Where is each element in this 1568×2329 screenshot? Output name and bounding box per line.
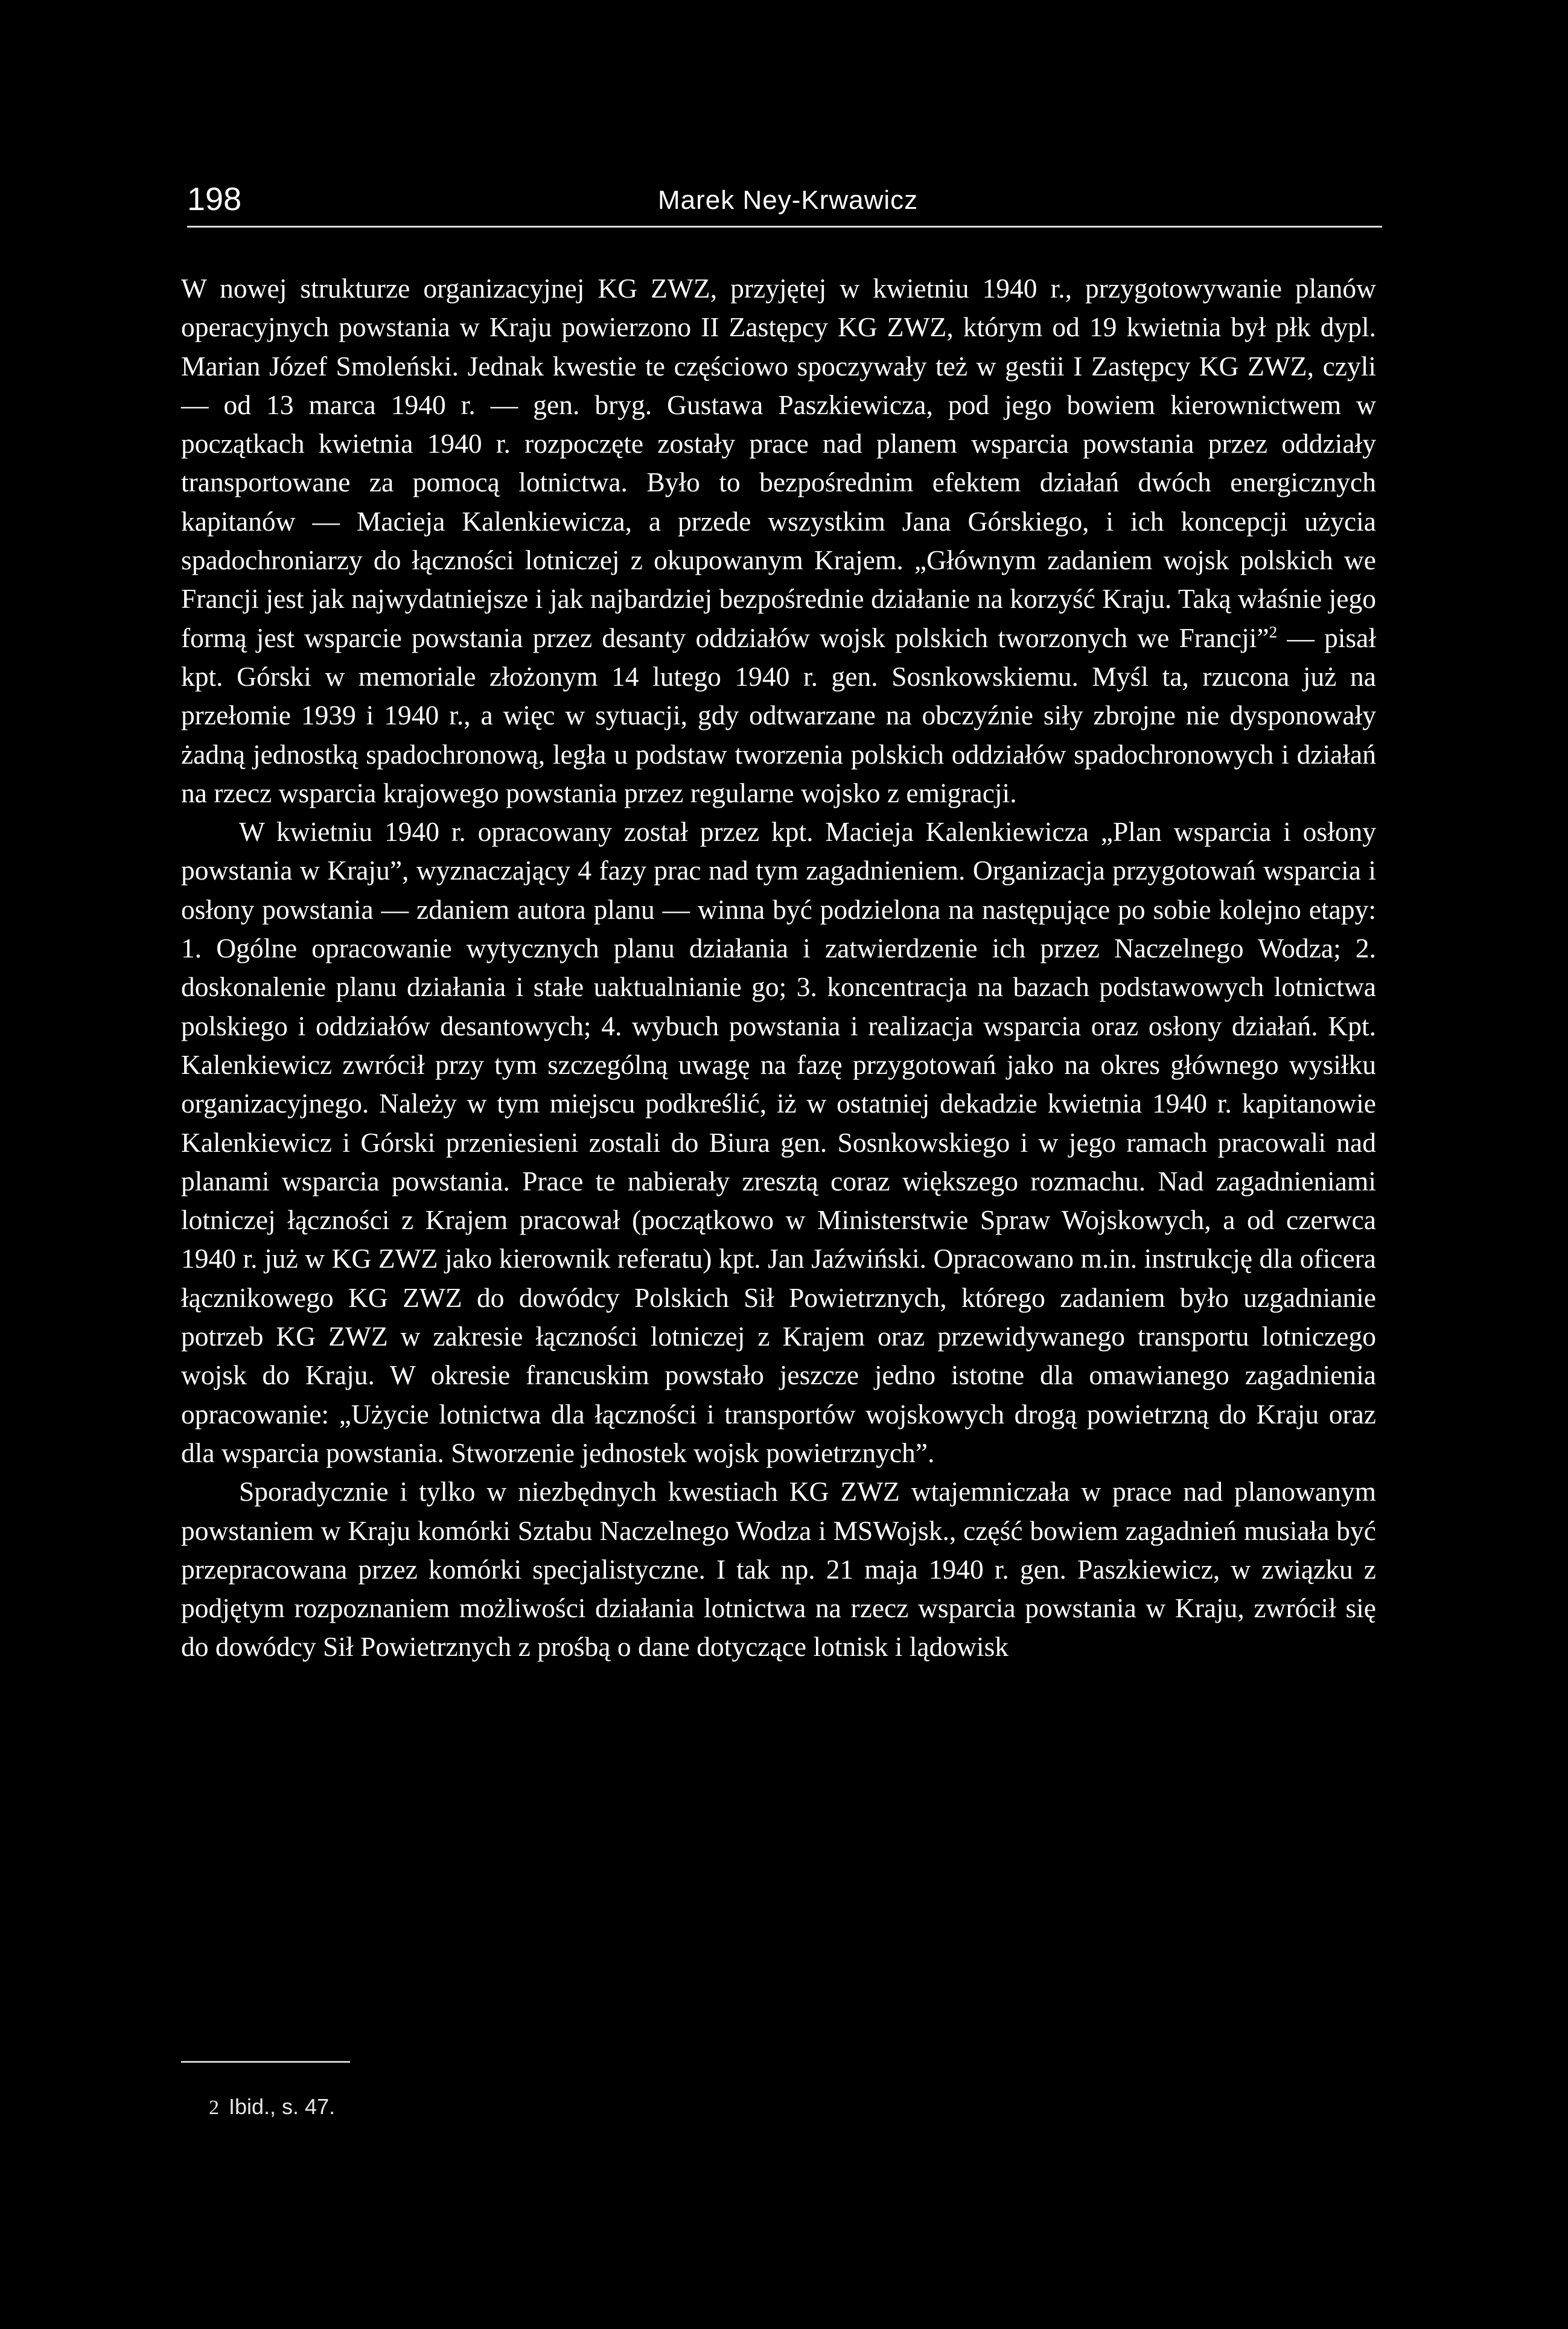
page-header [187, 179, 1382, 228]
footnote-reference: 2 [1269, 622, 1278, 641]
footnote-text: Ibid., s. 47. [229, 2094, 336, 2119]
paragraph-1-text-a: W nowej strukturze organizacyjnej KG ZWZ, przyjętej w kwietniu 1940 r., przygotowywanie planów operacyjnych powstania w Kraju powierzono II Zastępcy KG ZWZ, którym od 19 kwietnia był płk dypl. Marian Józef Smoleński. Jednak kwestie te częściowo spoczywały też w gestii I Zastępcy KG ZWZ, czyli — od 13 marca 1940 r. — gen. bryg. Gustawa Paszkiewicza, pod jego bowiem kierownictwem w początkach kwietnia 1940 r. rozpoczęte zostały prace nad planem wsparcia powstania przez oddziały transportowane za pomocą lotnictwa. Było to bezpośrednim efektem działań dwóch energicznych kapitanów — Macieja Kalenkiewicza, a przede wszystkim Jana Górskiego, i ich koncepcji użycia spadochroniarzy do łączności lotniczej z okupowanym Krajem. „Głównym zadaniem wojsk polskich we Francji jest jak najwydatniejsze i jak najbardziej bezpośrednie działanie na korzyść Kraju. Taką właśnie jego formą jest wsparcie powstania przez desanty oddziałów wojsk polskich tworzonych we Francji” [181, 273, 1376, 653]
running-head: Marek Ney-Krwawicz [658, 185, 919, 215]
body-text [181, 269, 1376, 1667]
page-number: 198 [187, 181, 242, 217]
footnote [209, 2092, 335, 2123]
paragraph-1-text-b: — pisał kpt. Górski w memoriale złożonym 14 lutego 1940 r. gen. Sosnkowskiemu. Myśl ta, rzucona już na przełomie 1939 i 1940 r., a więc w sytuacji, gdy odtwarzane na obczyźnie siły zbrojne nie dysponowały żadną jednostką spadochronową, legła u podstaw tworzenia polskich oddziałów spadochronowych i działań na rzecz wsparcia krajowego powstania przez regularne wojsko z emigracji. [181, 622, 1377, 808]
footnote-divider [181, 2061, 350, 2063]
paragraph-1 [181, 269, 1376, 813]
footnote-mark: 2 [209, 2097, 219, 2119]
paragraph-2: W kwietniu 1940 r. opracowany został przez kpt. Macieja Kalenkiewicza „Plan wsparcia i osłony powstania w Kraju”, wyznaczający 4 fazy prac nad tym zagadnieniem. Organizacja przygotowań wsparcia i osłony powstania — zdaniem autora planu — winna być podzielona na następujące po sobie kolejno etapy: 1. Ogólne opracowanie wytycznych planu działania i zatwierdzenie ich przez Naczelnego Wodza; 2. doskonalenie planu działania i stałe uaktualnianie go; 3. koncentracja na bazach podstawowych lotnictwa polskiego i oddziałów desantowych; 4. wybuch powstania i realizacja wsparcia oraz osłony działań. Kpt. Kalenkiewicz zwrócił przy tym szczególną uwagę na fazę przygotowań jako na okres głównego wysiłku organizacyjnego. Należy w tym miejscu podkreślić, iż w ostatniej dekadzie kwietnia 1940 r. kapitanowie Kalenkiewicz i Górski przeniesieni zostali do Biura gen. Sosnkowskiego i w jego ramach pracowali nad planami wsparcia powstania. Prace te nabierały zresztą coraz większego rozmachu. Nad zagadnieniami lotniczej łączności z Krajem pracował (początkowo w Ministerstwie Spraw Wojskowych, a od czerwca 1940 r. już w KG ZWZ jako kierownik referatu) kpt. Jan Jaźwiński. Opracowano m.in. instrukcję dla oficera łącznikowego KG ZWZ do dowódcy Polskich Sił Powietrznych, którego zadaniem było uzgadnianie potrzeb KG ZWZ w zakresie łączności lotniczej z Krajem oraz przewidywanego transportu lotniczego wojsk do Kraju. W okresie francuskim powstało jeszcze jedno istotne dla omawianego zagadnienia opracowanie: „Użycie lotnictwa dla łączności i transportów wojskowych drogą powietrzną do Kraju oraz dla wsparcia powstania. Stworzenie jednostek wojsk powietrznych”. [181, 816, 1376, 1468]
paragraph-3: Sporadycznie i tylko w niezbędnych kwestiach KG ZWZ wtajemniczała w prace nad planowanym powstaniem w Kraju komórki Sztabu Naczelnego Wodza i MSWojsk., część bowiem zagadnień musiała być przepracowana przez komórki specjalistyczne. I tak np. 21 maja 1940 r. gen. Paszkiewicz, w związku z podjętym rozpoznaniem możliwości działania lotnictwa na rzecz wsparcia powstania w Kraju, zwrócił się do dowódcy Sił Powietrznych z prośbą o dane dotyczące lotnisk i lądowisk [181, 1476, 1376, 1663]
